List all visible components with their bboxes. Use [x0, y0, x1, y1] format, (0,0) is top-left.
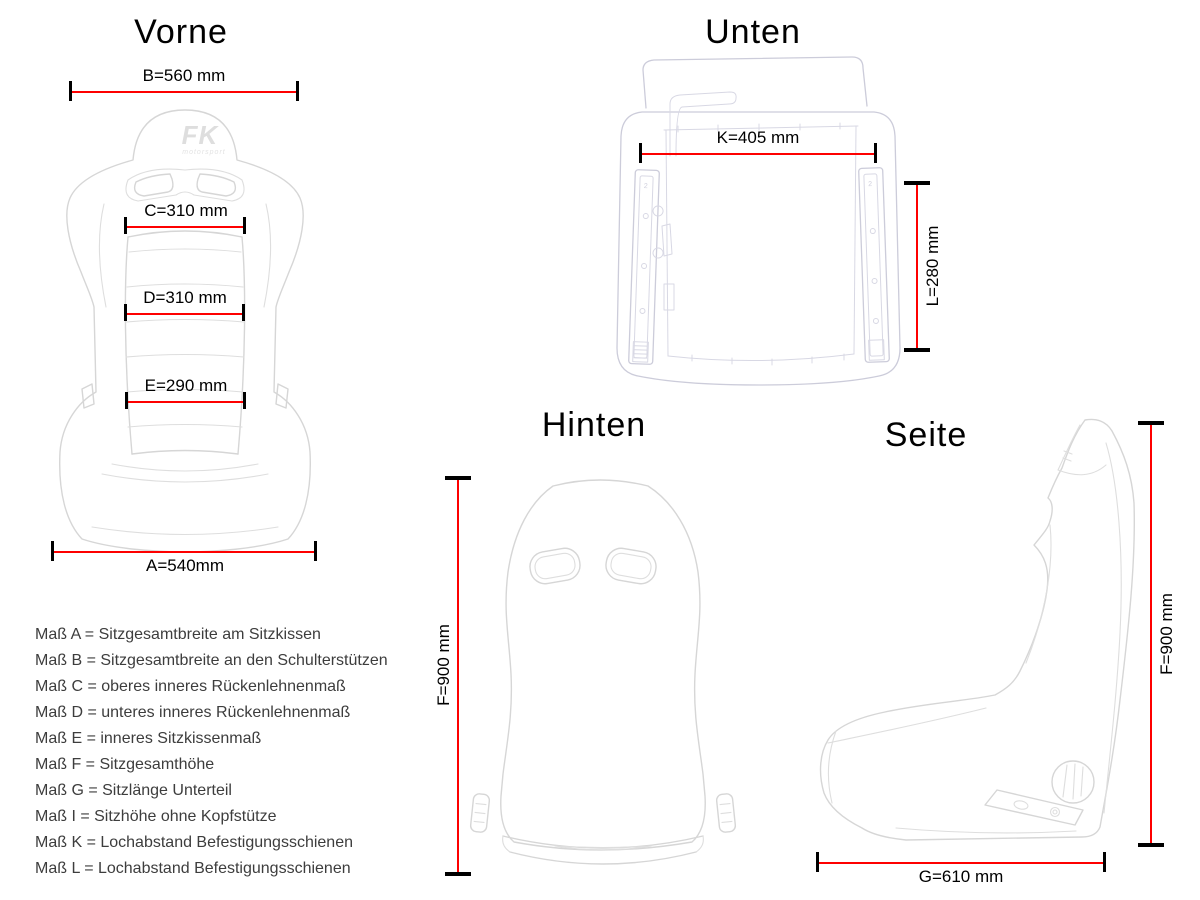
dim-e-tick-left — [125, 392, 128, 409]
dim-l-label: L=280 mm — [923, 225, 942, 307]
dim-f-seite-tick-bottom — [1138, 843, 1164, 847]
dim-c-tick-right — [243, 217, 246, 234]
harness-hole-left — [528, 546, 583, 586]
dim-g-tick-right — [1103, 852, 1106, 872]
side-profile-outline — [821, 416, 1135, 840]
recline-bracket — [985, 790, 1083, 825]
harness-hole-right — [604, 546, 659, 586]
dim-a-label: A=540mm — [146, 556, 224, 575]
dim-f-seite-line — [1150, 423, 1152, 845]
legend-item-i: Maß I = Sitzhöhe ohne Kopfstütze — [35, 808, 277, 825]
dim-f-hinten-tick-bottom — [445, 872, 471, 876]
view-title-vorne: Vorne — [134, 13, 228, 51]
side-tab-left — [82, 384, 94, 408]
mounting-rail-left — [629, 170, 660, 365]
harness-slot-right — [197, 174, 235, 196]
view-title-hinten: Hinten — [541, 406, 647, 444]
back-view-sketch — [470, 474, 736, 894]
recline-knob-right — [716, 793, 736, 832]
dim-f-hinten-label: F=900 mm — [434, 624, 453, 706]
dim-k-label: K=405 mm — [716, 128, 800, 147]
dim-g-tick-left — [816, 852, 819, 872]
back-shell-outline — [501, 480, 705, 850]
dim-l-line — [916, 183, 918, 350]
dim-b-label: B=560 mm — [142, 66, 226, 85]
dim-c-line — [126, 226, 245, 228]
dim-k-tick-left — [639, 143, 642, 163]
legend-item-g: Maß G = Sitzlänge Unterteil — [35, 782, 232, 799]
svg-text:2: 2 — [643, 182, 648, 191]
dim-e-label: E=290 mm — [144, 376, 228, 395]
front-seat-outline — [60, 110, 311, 552]
dim-d-tick-right — [242, 304, 245, 321]
dim-f-hinten-tick-top — [445, 476, 471, 480]
fk-logo-subtitle: motorsport — [182, 149, 226, 156]
dim-c-label: C=310 mm — [144, 201, 228, 220]
dim-b-line — [71, 91, 298, 93]
dim-g-line — [818, 862, 1105, 864]
legend-item-b: Maß B = Sitzgesamtbreite an den Schulterstützen — [35, 652, 388, 669]
backrest-panel — [125, 237, 132, 454]
front-bolster-seam — [1026, 525, 1051, 663]
dim-f-seite-label: F=900 mm — [1157, 593, 1176, 675]
side-view-sketch — [806, 413, 1140, 853]
fk-logo: FK — [181, 120, 219, 150]
dim-l-tick-bottom — [904, 348, 930, 352]
dim-f-hinten-line — [457, 478, 459, 875]
dim-b-tick-left — [69, 81, 72, 101]
legend — [35, 622, 388, 882]
mounting-rail-right — [859, 168, 890, 363]
dim-a-tick-left — [51, 541, 54, 561]
view-title-unten: Unten — [705, 13, 801, 51]
dim-b-tick-right — [296, 81, 299, 101]
side-tab-right — [276, 384, 288, 408]
base-skirt — [503, 836, 703, 848]
legend-item-d: Maß D = unteres inneres Rückenlehnenmaß — [35, 704, 351, 721]
dim-l-tick-top — [904, 181, 930, 185]
legend-item-e: Maß E = inneres Sitzkissenmaß — [35, 730, 262, 747]
dim-e-line — [127, 401, 245, 403]
dim-f-seite-tick-top — [1138, 421, 1164, 425]
dim-k-line — [641, 153, 876, 155]
bottom-headrest-hump — [643, 57, 867, 108]
legend-item-l: Maß L = Lochabstand Befestigungsschienen — [35, 860, 351, 877]
dim-a-tick-right — [314, 541, 317, 561]
svg-text:2: 2 — [868, 181, 873, 189]
legend-item-f: Maß F = Sitzgesamthöhe — [35, 756, 215, 773]
dim-g-label: G=610 mm — [918, 867, 1004, 886]
front-view-sketch — [52, 102, 328, 554]
dim-a-line — [53, 551, 316, 553]
dim-d-tick-left — [124, 304, 127, 321]
view-title-seite: Seite — [884, 416, 968, 454]
legend-item-k: Maß K = Lochabstand Befestigungsschienen — [35, 834, 353, 851]
bottom-view-sketch — [612, 56, 907, 391]
dim-k-tick-right — [874, 143, 877, 163]
legend-item-c: Maß C = oberes inneres Rückenlehnenmaß — [35, 678, 346, 695]
dim-d-line — [126, 313, 244, 315]
dim-e-tick-right — [243, 392, 246, 409]
harness-slot-left — [135, 174, 173, 196]
recline-knob-left — [470, 793, 490, 832]
legend-item-a: Maß A = Sitzgesamtbreite am Sitzkissen — [35, 626, 321, 643]
dim-c-tick-left — [124, 217, 127, 234]
dim-d-label: D=310 mm — [143, 288, 227, 307]
